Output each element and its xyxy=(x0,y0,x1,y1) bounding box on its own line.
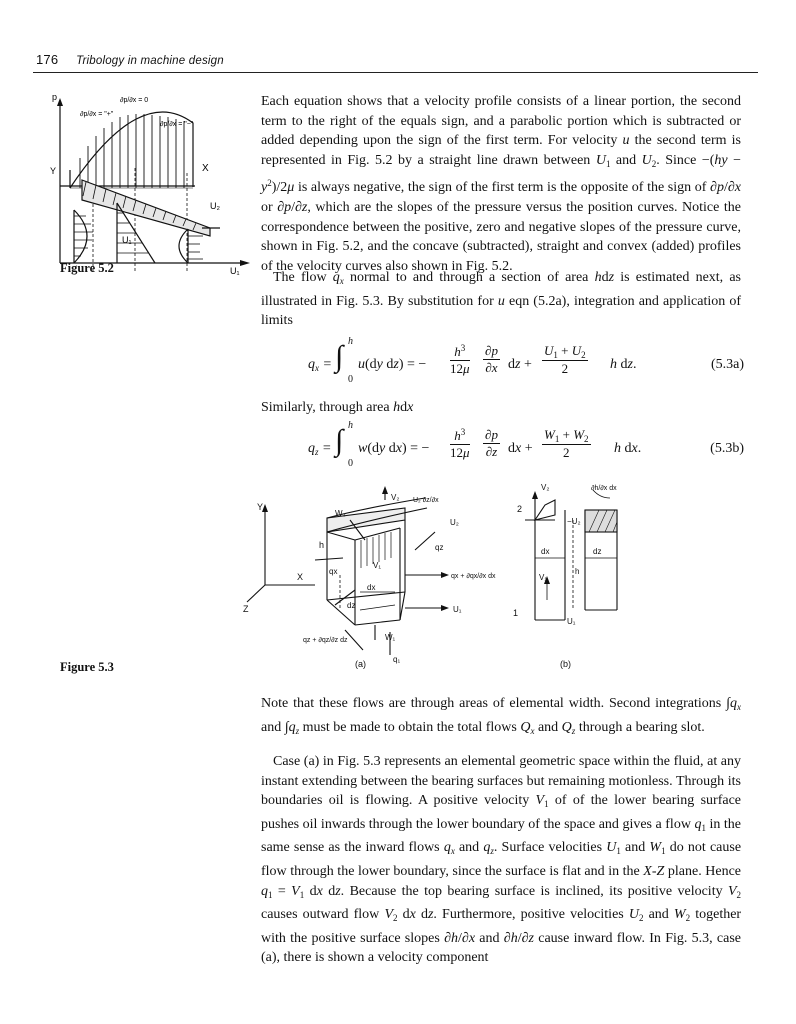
fig53-a-label-V2: V₂ xyxy=(391,493,400,502)
fig53-a-label-Z: Z xyxy=(243,604,249,614)
fig52-label-Y: Y xyxy=(50,166,57,176)
fig53-b-label-U2: −U₂ xyxy=(567,517,581,526)
header-rule xyxy=(33,72,758,73)
fig52-label-U1-axis: U₁ xyxy=(230,266,240,276)
paragraph-velocity-profile: Each equation shows that a velocity profile consists of a linear portion, the second term to the right of the equals sign, and a parabolic portion which is subtracted or added depending upon the sign of the first term. For velocity u the second term is represented in Fig. 5.2 by a straight line drawn between $U_1$ and $U_2$. Since $-(hy - y^2)/2\mu$ is always negative, the sign of the first term is the opposite of the sign of ∂p/∂x or ∂p/∂z, which are the slopes of the pressure versus the position curves. Notice the correspondence between the positive, zero and negative slopes of the pressure curve, shown in Fig. 5.2, and the concave (subtracted), straight and convex (added) profiles of the velocity curves also shown in Fig. 5.2. xyxy=(261,94,742,274)
paragraph-case-a: Case (a) in Fig. 5.3 represents an elemental geometric space within the fluid, at any instant extending between the bearing surfaces but remaining motionless. Through its boundaries oil is flowing. A positive velocity $V_1$ of of the lower bearing surface pushes oil inwards through the lower boundary of the space and gives a flow $q_1$ in the same sense as the inward flows $q_x$ and $q_z$. Surface velocities $U_1$ and $W_1$ do not cause flow through the lower boundary, since the surface is flat and in the X-Z plane. Hence $q_1 = V_1$ dx dz. Because the top bearing surface is inclined, its positive velocity $V_2$ causes outward flow $V_2$ dx dz. Furthermore, positive velocities $U_2$ and $W_2$ together with the positive surface slopes ∂h/∂x and ∂h/∂z cause inward flow. In Fig. 5.3, case (a), there is shown a velocity component xyxy=(261,754,742,966)
fig52-label-slope-neg: ∂p/∂x = "−" xyxy=(160,121,194,128)
fig53-a-label-X: X xyxy=(297,572,304,582)
fig53-a-label-qx-flow: qx + ∂qx/∂x dx xyxy=(451,573,496,580)
fig53-a-label-q1: q₁ xyxy=(393,655,401,664)
equation-5-3a-tag: (5.3a) xyxy=(710,357,744,372)
fig53-b-label-dz: dz xyxy=(593,547,602,556)
fig53-a-label-W2: W₂ xyxy=(335,509,346,518)
fig53-a-label-Y: Y xyxy=(257,502,264,512)
fig53-b-label-V2: V₂ xyxy=(541,483,550,492)
fig53-label-b: (b) xyxy=(560,659,571,669)
fig53-a-label-U2-grad: U₂ ∂z/∂x xyxy=(413,497,439,504)
equation-5-3a: $q_x$ = ∫ h 0 u(dy dz) = − $\frac{h^3}{12\mu}$ $\frac{\partial p}{\partial x}$ dz + $\frac{U_1 + U_2}{2}$ h dz. (5.3a) xyxy=(308,336,744,385)
fig52-label-X: X xyxy=(202,163,209,174)
fig52-label-p: p xyxy=(52,92,58,102)
fig53-a-label-qz: qz xyxy=(435,543,444,552)
fig52-label-U1: U₁ xyxy=(122,235,132,245)
fig53-a-label-V1: V₁ xyxy=(373,561,382,570)
fig53-a-label-U2: U₂ xyxy=(450,518,459,527)
fig53-b-label-dx: dx xyxy=(541,547,550,556)
fig53-b-label-dhdx: ∂h/∂x dx xyxy=(591,485,617,492)
fig53-a-label-U1: U₁ xyxy=(453,605,462,614)
fig53-a-label-h: h xyxy=(319,540,325,550)
paragraph-note: Note that these flows are through areas of elemental width. Second integrations $\int q_x$ and $\int q_z$ must be made to obtain the total flows $Q_x$ and $Q_z$ through a bearing slot. xyxy=(261,696,741,736)
similarly-line: Similarly, through area hdx xyxy=(261,400,414,415)
fig52-label-slope-zero: ∂p/∂x = 0 xyxy=(120,97,149,104)
figure-5-3-caption: Figure 5.3 xyxy=(60,660,114,674)
equation-5-3b-tag: (5.3b) xyxy=(710,441,744,456)
fig53-b-label-1: 1 xyxy=(513,608,519,618)
fig52-label-slope-pos: ∂p/∂x = "+" xyxy=(80,111,114,118)
page-number: 176 xyxy=(36,52,59,67)
running-header xyxy=(36,52,224,67)
equation-5-3b: $q_z$ = ∫ h 0 w(dy dx) = − $\frac{h^3}{12\mu}$ $\frac{\partial p}{\partial z}$ dx + $\frac{W_1 + W_2}{2}$ h dx. (5.3b) xyxy=(308,420,744,469)
fig53-b-label-h: h xyxy=(575,567,580,576)
paragraph-flow-qx: The flow $q_x$ normal to and through a section of area hdz is estimated next, as illustrated in Fig. 5.3. By substitution for u eqn (5.2a), integration and application of limits xyxy=(261,270,742,329)
fig53-b-label-U1: U₁ xyxy=(567,617,576,626)
fig52-label-U2: U₂ xyxy=(210,201,220,211)
fig53-label-a: (a) xyxy=(355,659,366,669)
running-title: Tribology in machine design xyxy=(76,55,224,67)
fig53-a-label-dx: dx xyxy=(367,583,376,592)
fig53-a-label-dz: dz xyxy=(347,601,356,610)
figure-5-2 xyxy=(50,88,250,278)
fig53-b-label-V1: V₁ xyxy=(539,573,548,582)
fig53-b-label-2: 2 xyxy=(517,504,523,514)
figure-5-3 xyxy=(243,480,645,670)
fig53-a-label-W1: W₁ xyxy=(385,633,396,642)
figure-5-2-caption: Figure 5.2 xyxy=(60,261,114,275)
fig53-a-label-qz-flow: qz + ∂qz/∂z dz xyxy=(303,637,348,644)
fig53-a-label-qx: qx xyxy=(329,567,338,576)
